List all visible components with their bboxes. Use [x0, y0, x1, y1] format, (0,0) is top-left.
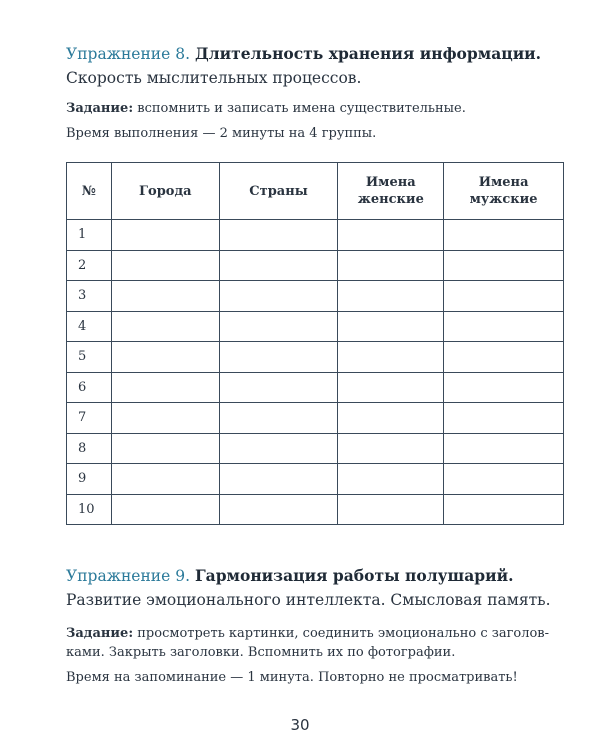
row-number: 8: [67, 433, 112, 464]
exercise-8-number: Упражнение 8.: [66, 45, 191, 63]
table-row: [67, 464, 564, 495]
exercise-8-task-label: Задание:: [66, 101, 134, 116]
header-cities: Города: [111, 163, 219, 220]
cell-country[interactable]: [219, 220, 338, 251]
exercise-9-heading: [66, 566, 513, 586]
cell-city[interactable]: [111, 281, 219, 312]
exercise-8-task: [66, 99, 466, 118]
cell-female-name[interactable]: [338, 494, 444, 525]
exercise-9-title: Гармонизация работы полушарий.: [194, 566, 514, 585]
cell-male-name[interactable]: [444, 464, 564, 495]
table-row: [67, 220, 564, 251]
cell-female-name[interactable]: [338, 250, 444, 281]
header-female-line1: Имена: [365, 175, 416, 190]
cell-male-name[interactable]: [444, 372, 564, 403]
cell-country[interactable]: [219, 311, 338, 342]
cell-female-name[interactable]: [338, 311, 444, 342]
cell-male-name[interactable]: [444, 220, 564, 251]
header-male-names: [444, 163, 564, 220]
row-number: 5: [67, 342, 112, 373]
cell-city[interactable]: [111, 372, 219, 403]
table-row: [67, 342, 564, 373]
table-header-row: [67, 163, 564, 220]
cell-male-name[interactable]: [444, 250, 564, 281]
cell-female-name[interactable]: [338, 342, 444, 373]
table-row: [67, 250, 564, 281]
exercise-8-title: Длительность хранения информации.: [194, 44, 542, 63]
row-number: 4: [67, 311, 112, 342]
cell-city[interactable]: [111, 311, 219, 342]
memory-table: [66, 162, 564, 525]
cell-city[interactable]: [111, 494, 219, 525]
header-female-names: [338, 163, 444, 220]
exercise-8-task-text: вспомнить и записать имена существительные.: [137, 101, 466, 116]
exercise-9-subtitle: Развитие эмоционального интеллекта. Смысловая память.: [66, 591, 551, 609]
exercise-8-time: Время выполнения — 2 минуты на 4 группы.: [66, 126, 377, 141]
cell-country[interactable]: [219, 464, 338, 495]
cell-country[interactable]: [219, 372, 338, 403]
table-row: [67, 311, 564, 342]
cell-country[interactable]: [219, 403, 338, 434]
cell-city[interactable]: [111, 403, 219, 434]
cell-country[interactable]: [219, 342, 338, 373]
header-num: №: [67, 163, 112, 220]
exercise-8-subtitle: Скорость мыслительных процессов.: [66, 69, 362, 87]
header-male-line2: мужские: [469, 192, 538, 207]
row-number: 6: [67, 372, 112, 403]
cell-city[interactable]: [111, 250, 219, 281]
table-row: [67, 281, 564, 312]
cell-country[interactable]: [219, 281, 338, 312]
cell-country[interactable]: [219, 250, 338, 281]
exercise-8-heading: [66, 44, 541, 64]
cell-city[interactable]: [111, 220, 219, 251]
cell-male-name[interactable]: [444, 311, 564, 342]
table-row: [67, 403, 564, 434]
cell-country[interactable]: [219, 433, 338, 464]
row-number: 9: [67, 464, 112, 495]
cell-country[interactable]: [219, 494, 338, 525]
exercise-9-number: Упражнение 9.: [66, 567, 191, 585]
cell-female-name[interactable]: [338, 464, 444, 495]
exercise-9-task: [66, 624, 566, 662]
row-number: 7: [67, 403, 112, 434]
header-female-line2: женские: [357, 192, 424, 207]
table-row: [67, 433, 564, 464]
exercise-9-task-line1: просмотреть картинки, соединить эмоционально с заголов-: [137, 626, 550, 641]
table-row: [67, 372, 564, 403]
cell-city[interactable]: [111, 464, 219, 495]
cell-male-name[interactable]: [444, 403, 564, 434]
exercise-9-time: Время на запоминание — 1 минута. Повторно не просматривать!: [66, 670, 518, 685]
cell-female-name[interactable]: [338, 281, 444, 312]
cell-male-name[interactable]: [444, 494, 564, 525]
row-number: 2: [67, 250, 112, 281]
header-male-line1: Имена: [478, 175, 529, 190]
row-number: 1: [67, 220, 112, 251]
page-number: 30: [290, 716, 310, 734]
cell-male-name[interactable]: [444, 281, 564, 312]
exercise-9-task-label: Задание:: [66, 626, 134, 641]
cell-male-name[interactable]: [444, 342, 564, 373]
cell-female-name[interactable]: [338, 372, 444, 403]
header-countries: Страны: [219, 163, 338, 220]
cell-city[interactable]: [111, 433, 219, 464]
row-number: 3: [67, 281, 112, 312]
cell-female-name[interactable]: [338, 433, 444, 464]
row-number: 10: [67, 494, 112, 525]
cell-female-name[interactable]: [338, 403, 444, 434]
cell-male-name[interactable]: [444, 433, 564, 464]
cell-female-name[interactable]: [338, 220, 444, 251]
cell-city[interactable]: [111, 342, 219, 373]
table-row: [67, 494, 564, 525]
exercise-9-task-line2: ками. Закрыть заголовки. Вспомнить их по фотографии.: [66, 645, 456, 660]
